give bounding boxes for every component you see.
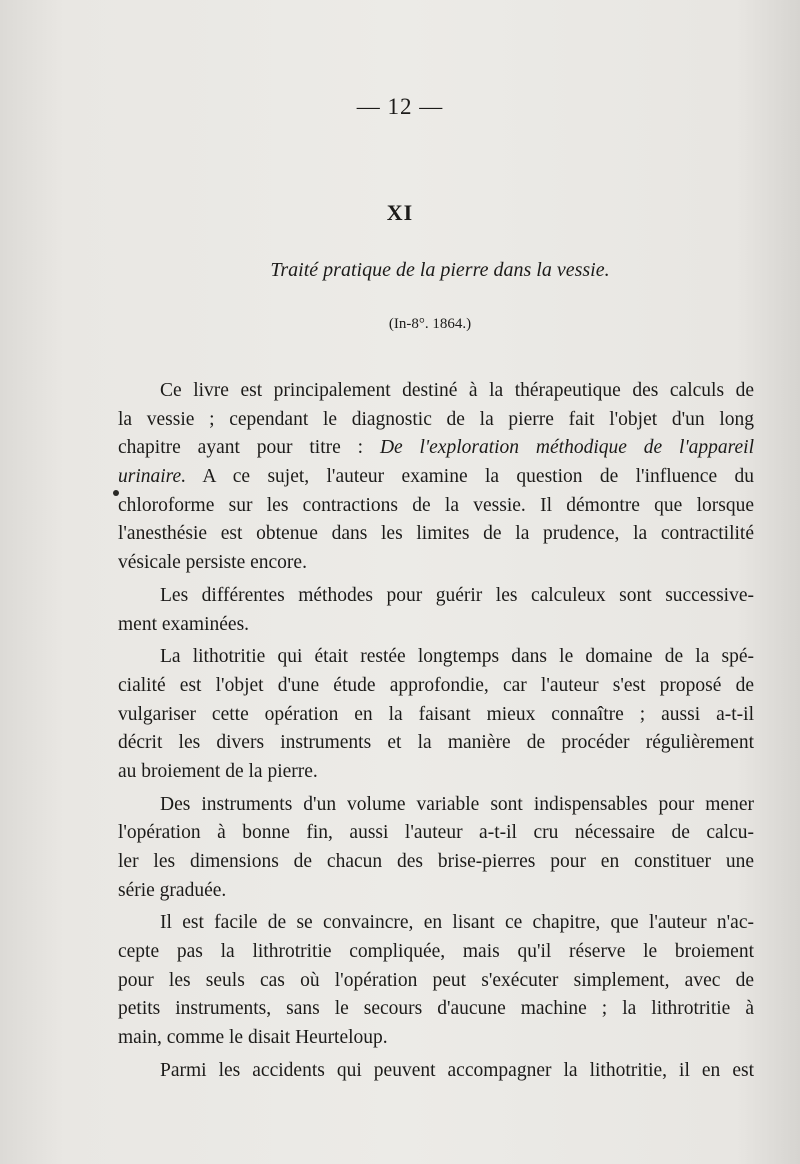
text-line: La lithotritie qui était restée longtemps dans le domaine de la spé- bbox=[160, 646, 754, 668]
text-line: Il est facile de se convaincre, en lisant ce chapitre, que l'auteur n'ac- bbox=[160, 912, 754, 934]
publication-format: (In-8°. 1864.) bbox=[388, 316, 472, 332]
text-run: A ce sujet, l'auteur examine la question de l'influence du bbox=[186, 466, 754, 488]
text-line: petits instruments, sans le secours d'aucune machine ; la lithrotritie à bbox=[118, 998, 754, 1020]
text-line: ler les dimensions de chacun des brise-pierres pour en constituer une bbox=[118, 851, 754, 872]
text-line: Des instruments d'un volume variable sont indispensables pour mener bbox=[160, 793, 754, 815]
text-run: chapitre ayant pour titre : bbox=[118, 437, 380, 459]
book-chapter-title: De l'exploration méthodique de l'appareil bbox=[379, 437, 754, 459]
body-text bbox=[118, 377, 754, 1086]
text-line: main, comme le disait Heurteloup. bbox=[118, 1027, 388, 1049]
text-line: Ce livre est principalement destiné à la thérapeutique des calculs de bbox=[160, 380, 754, 401]
text-line: au broiement de la pierre. bbox=[118, 760, 318, 782]
text-line: Les différentes méthodes pour guérir les calculeux sont successive- bbox=[160, 584, 754, 606]
paragraph bbox=[118, 909, 754, 1052]
text-line: la vessie ; cependant le diagnostic de la pierre fait l'objet d'un long bbox=[118, 408, 754, 430]
paragraph bbox=[118, 643, 754, 786]
text-line: l'anesthésie est obtenue dans les limites de la prudence, la contractilité bbox=[118, 523, 754, 545]
page-number: — 12 — bbox=[356, 94, 444, 119]
paragraph bbox=[118, 791, 754, 906]
paragraph bbox=[118, 582, 754, 639]
book-chapter-title-end: urinaire. bbox=[118, 466, 187, 488]
text-line: chloroforme sur les contractions de la vessie. Il démontre que lorsque bbox=[118, 494, 754, 516]
text-line bbox=[118, 463, 754, 492]
text-line: pour les seuls cas où l'opération peut s'exécuter simplement, avec de bbox=[118, 969, 754, 991]
text-line: série graduée. bbox=[118, 879, 227, 901]
text-line bbox=[118, 434, 754, 463]
text-line: cialité est l'objet d'une étude approfondie, car l'auteur s'est proposé de bbox=[118, 674, 754, 696]
section-title: Traité pratique de la pierre dans la vessie. bbox=[270, 259, 610, 281]
text-line: vésicale persiste encore. bbox=[118, 552, 307, 574]
text-line: ment examinées. bbox=[118, 613, 250, 635]
section-number: XI bbox=[386, 200, 414, 225]
text-line: Parmi les accidents qui peuvent accompagner la lithotritie, il en est bbox=[160, 1059, 754, 1081]
text-line: l'opération à bonne fin, aussi l'auteur a-t-il cru nécessaire de calcu- bbox=[118, 822, 754, 844]
text-line: cepte pas la lithrotritie compliquée, mais qu'il réserve le broiement bbox=[118, 941, 754, 963]
text-line: décrit les divers instruments et la manière de procéder régulièrement bbox=[118, 732, 754, 754]
text-line: vulgariser cette opération en la faisant mieux connaître ; aussi a-t-il bbox=[118, 703, 754, 725]
paragraph bbox=[118, 1057, 754, 1086]
paragraph bbox=[118, 377, 754, 578]
